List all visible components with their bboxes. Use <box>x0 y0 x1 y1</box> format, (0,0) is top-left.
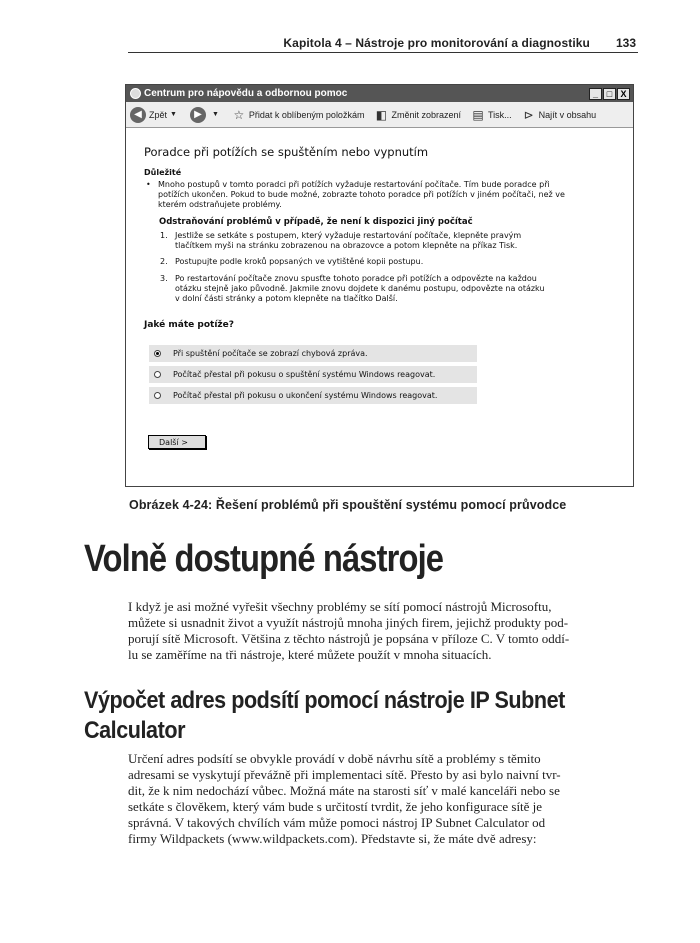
back-dropdown-icon[interactable]: ▼ <box>170 111 177 118</box>
printer-icon: ▤ <box>472 107 484 122</box>
window-controls <box>589 88 630 100</box>
find-icon: ⊳ <box>523 107 534 122</box>
next-button[interactable]: Další > <box>148 435 206 449</box>
radio-button[interactable] <box>154 350 161 357</box>
back-label: Zpět <box>149 109 168 120</box>
question-label: Jaké máte potíže? <box>144 320 234 330</box>
add-favorites-button[interactable] <box>232 108 365 122</box>
bullet-dot: • <box>146 180 151 189</box>
option-startup-hang[interactable] <box>149 366 477 383</box>
step-2: 2. Postupujte podle kroků popsaných ve vytištěné kopii postupu. <box>160 257 424 266</box>
forward-button[interactable] <box>190 107 222 123</box>
close-button[interactable]: X <box>617 88 630 100</box>
page-number: 133 <box>615 36 636 50</box>
window-titlebar <box>126 85 633 102</box>
important-text: Mnoho postupů v tomto poradci při potížích vyžaduje restartování počítače. Tím bude poradce při potížích ukončen. Pokud to bude možné, zobrazte tohoto poradce při potížích v jiném počítači, než ve kterém odstraňujete problémy. <box>158 180 565 209</box>
important-label: Důležité <box>144 168 182 177</box>
print-button[interactable] <box>471 108 512 122</box>
step-3: 3. Po restartování počítače znovu spusťte tohoto poradce při potížích a odpovězte na každou otázku stejně jako původně. Jakmile znovu dojdete k danému postupu, odpovězte na otázku v dolní části stránky a potom klepněte na tlačítko Další. <box>160 274 545 303</box>
find-label: Najít v obsahu <box>538 109 597 120</box>
option-shutdown-hang[interactable] <box>149 387 477 404</box>
forward-dropdown-icon[interactable]: ▼ <box>211 111 219 118</box>
help-center-window <box>125 84 634 487</box>
figure-caption: Obrázek 4-24: Řešení problémů při spouštění systému pomocí průvodce <box>129 498 567 512</box>
back-arrow-icon: ◀ <box>130 107 146 123</box>
chapter-title: Kapitola 4 – Nástroje pro monitorování a diagnostiku <box>283 36 590 50</box>
important-bullet <box>146 180 611 210</box>
forward-arrow-icon: ▶ <box>190 107 206 123</box>
option-label: Při spuštění počítače se zobrazí chybová zpráva. <box>173 349 368 358</box>
maximize-button[interactable]: □ <box>603 88 616 100</box>
add-favorites-label: Přidat k oblíbeným položkám <box>248 109 365 120</box>
toolbar <box>126 102 633 128</box>
option-label: Počítač přestal při pokusu o spuštění systému Windows reagovat. <box>173 370 436 379</box>
radio-button[interactable] <box>154 371 161 378</box>
print-label: Tisk... <box>487 109 512 120</box>
change-view-button[interactable] <box>374 108 461 122</box>
find-in-contents-button[interactable] <box>522 108 597 122</box>
help-icon <box>130 88 141 99</box>
minimize-button[interactable]: _ <box>589 88 602 100</box>
change-view-label: Změnit zobrazení <box>391 109 461 120</box>
paragraph-1: I když je asi možné vyřešit všechny problémy se sítí pomocí nástrojů Microsoftu, můžete si usnadnit život a využít nástrojů mnoha jiných firem, jejichž produkty pod- porují sítě Microsoft. Většina z těchto nástrojů je popsána v příloze C. V tomto oddí- lu se zaměříme na tři nástroje, které můžete použít v mnoha situacích. <box>128 599 570 662</box>
back-button[interactable] <box>130 107 180 123</box>
section-heading: Volně dostupné nástroje <box>84 538 444 580</box>
step-1: 1. Jestliže se setkáte s postupem, který vyžaduje restartování počítače, klepněte pravým tlačítkem myši na stránku zobrazenou na obrazovce a potom klepněte na příkaz Tisk. <box>160 231 522 250</box>
radio-button[interactable] <box>154 392 161 399</box>
paragraph-2: Určení adres podsítí se obvykle provádí v době návrhu sítě a problémy s těmito adresami se vyskytují převážně při implementaci sítě. Přesto by asi bylo naivní tvr- dit, že k nim nedochází vůbec. Možná máte na starosti síť v malé kanceláři nebo se setkáte s člověkem, který vám bude s určitostí tvrdit, že jeho konfigurace sítě je správná. V takových chvílích vám může pomoci nástroj IP Subnet Calculator od firmy Wildpackets (www.wildpackets.com). Představte si, že máte dvě adresy: <box>128 751 561 846</box>
window-title: Centrum pro nápovědu a odbornou pomoc <box>144 88 348 99</box>
troubleshooter-title: Poradce při potížích se spuštěním nebo vypnutím <box>144 145 429 159</box>
subsection-heading: Výpočet adres podsítí pomocí nástroje IP Subnet Calculator <box>84 687 565 744</box>
subheading: Odstraňování problémů v případě, že není k dispozici jiný počítač <box>159 217 473 227</box>
option-error-message[interactable] <box>149 345 477 362</box>
page-header <box>128 34 638 53</box>
view-icon: ◧ <box>375 107 388 122</box>
option-label: Počítač přestal při pokusu o ukončení systému Windows reagovat. <box>173 391 438 400</box>
star-icon: ☆ <box>233 107 245 122</box>
